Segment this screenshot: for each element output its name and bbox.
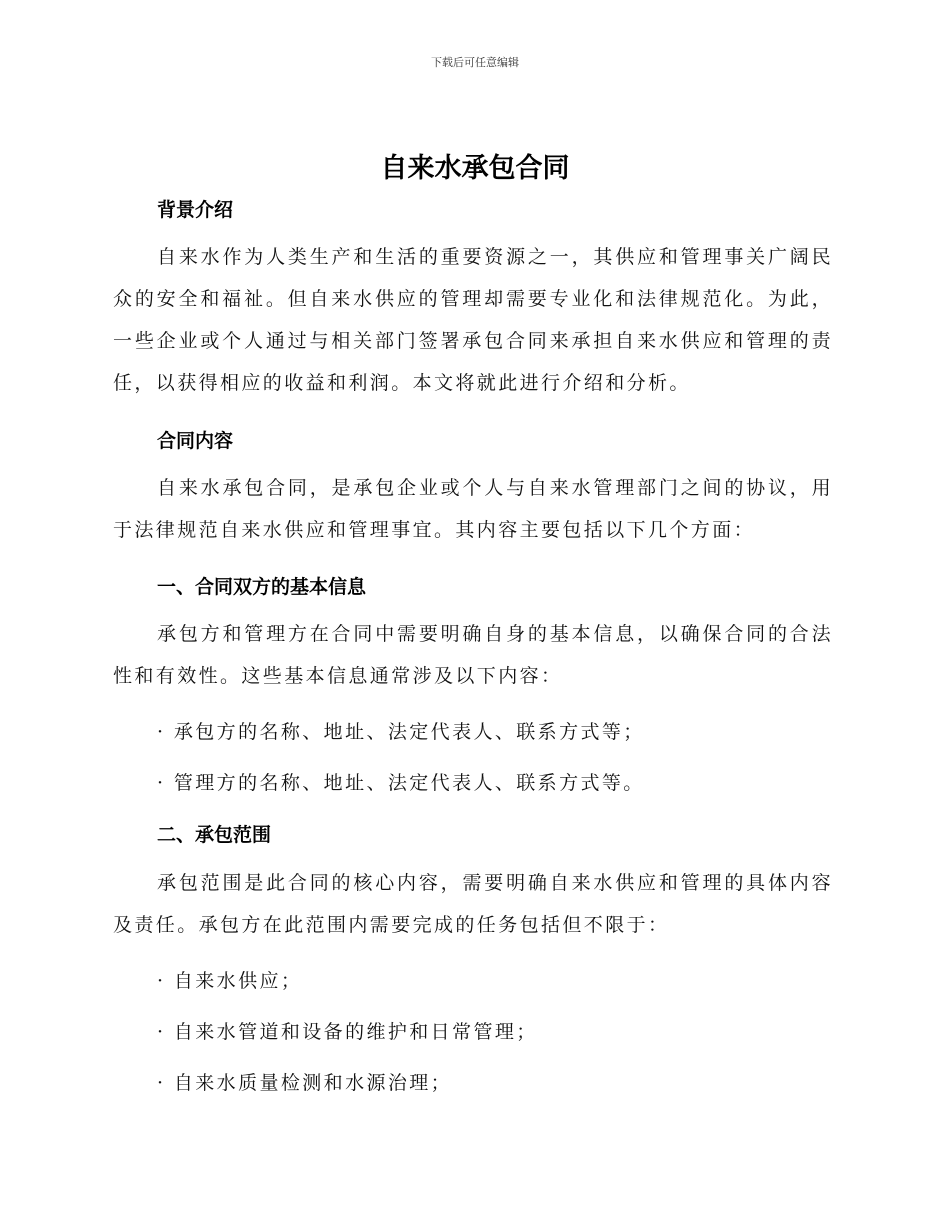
list-item: · 管理方的名称、地址、法定代表人、联系方式等。 — [157, 772, 645, 794]
list-item: · 自来水供应； — [157, 970, 303, 992]
heading-scope: 二、承包范围 — [157, 824, 272, 846]
list-item: · 承包方的名称、地址、法定代表人、联系方式等； — [157, 721, 645, 743]
paragraph-background: 自来水作为人类生产和生活的重要资源之一，其供应和管理事关广阔民众的安全和福祉。但自来水供应的管理却需要专业化和法律规范化。为此，一些企业或个人通过与相关部门签署承包合同来承担自来水供应和管理的责任，以获得相应的收益和利润。本文将就此进行介绍和分析。 — [113, 246, 833, 394]
heading-background: 背景介绍 — [157, 199, 234, 221]
header-note: 下载后可任意编辑 — [431, 56, 519, 69]
paragraph-parties-info: 承包方和管理方在合同中需要明确自身的基本信息，以确保合同的合法性和有效性。这些基本信息通常涉及以下内容： — [113, 623, 833, 687]
heading-contract-content: 合同内容 — [157, 430, 234, 452]
heading-parties-info: 一、合同双方的基本信息 — [157, 576, 367, 598]
document-title: 自来水承包合同 — [380, 153, 570, 184]
list-item: · 自来水管道和设备的维护和日常管理； — [157, 1021, 538, 1043]
list-item: · 自来水质量检测和水源治理； — [157, 1072, 453, 1094]
paragraph-scope: 承包范围是此合同的核心内容，需要明确自来水供应和管理的具体内容及责任。承包方在此范围内需要完成的任务包括但不限于： — [113, 872, 833, 936]
paragraph-contract-content: 自来水承包合同，是承包企业或个人与自来水管理部门之间的协议，用于法律规范自来水供应和管理事宜。其内容主要包括以下几个方面： — [113, 477, 833, 541]
